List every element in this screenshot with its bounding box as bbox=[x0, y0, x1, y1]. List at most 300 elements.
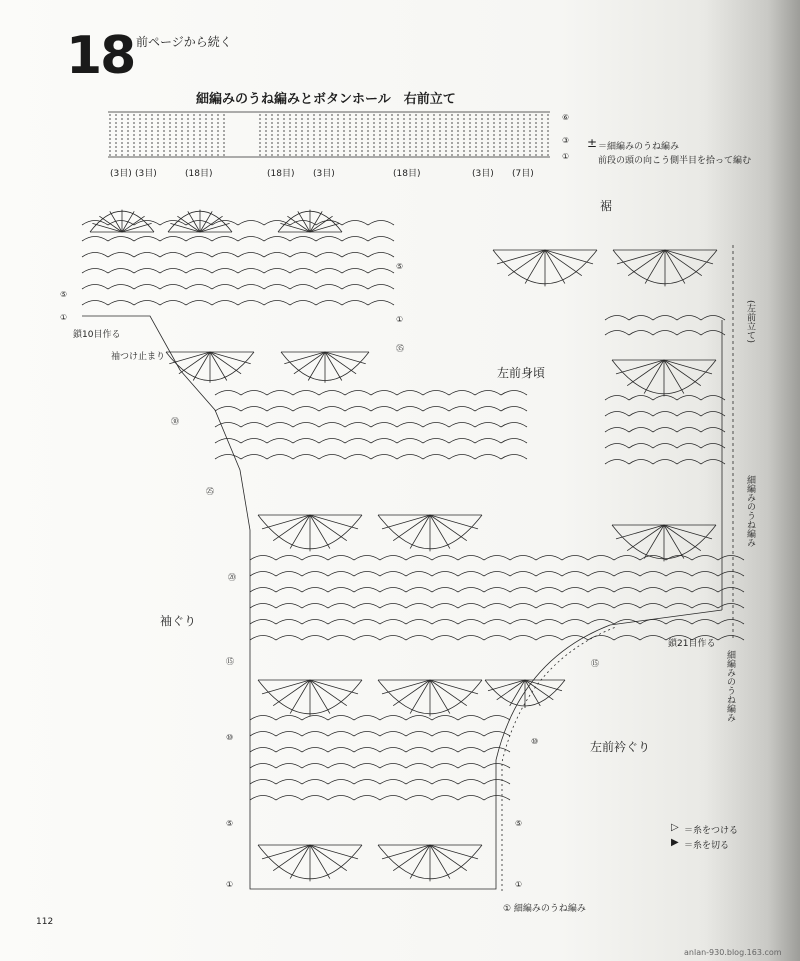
net-arch bbox=[354, 780, 380, 785]
strip-row-marker: ① bbox=[562, 152, 570, 161]
fan-motifs bbox=[82, 210, 744, 882]
net-arch bbox=[264, 253, 290, 258]
net-arch bbox=[371, 455, 397, 460]
net-arch bbox=[371, 391, 397, 396]
net-arch bbox=[316, 253, 342, 258]
net-arch bbox=[692, 572, 718, 577]
net-arch bbox=[406, 604, 432, 609]
net-arch bbox=[328, 636, 354, 641]
net-arch bbox=[653, 444, 677, 449]
net-arch bbox=[501, 391, 527, 396]
net-arch bbox=[267, 391, 293, 396]
net-arch bbox=[354, 620, 380, 625]
net-arch bbox=[354, 716, 380, 721]
strip-row-marker: ⑥ bbox=[562, 113, 570, 122]
net-arch bbox=[692, 556, 718, 561]
net-arch bbox=[406, 748, 432, 753]
net-arch bbox=[186, 237, 212, 242]
net-arch bbox=[371, 423, 397, 428]
net-arch bbox=[588, 636, 614, 641]
net-arch bbox=[345, 407, 371, 412]
net-arch bbox=[108, 285, 134, 290]
net-arch bbox=[354, 572, 380, 577]
net-arch bbox=[368, 301, 394, 306]
net-arch bbox=[302, 764, 328, 769]
net-arch bbox=[319, 391, 345, 396]
net-arch bbox=[186, 301, 212, 306]
net-arch bbox=[342, 301, 368, 306]
net-arch bbox=[238, 301, 264, 306]
row-number: ① bbox=[60, 313, 68, 322]
net-arch bbox=[501, 439, 527, 444]
net-arch bbox=[250, 780, 276, 785]
net-arch bbox=[319, 455, 345, 460]
net-arch bbox=[692, 604, 718, 609]
net-arch bbox=[701, 460, 725, 465]
net-arch bbox=[276, 748, 302, 753]
net-arch bbox=[160, 301, 186, 306]
net-arch bbox=[406, 588, 432, 593]
net-arch bbox=[238, 221, 264, 226]
strip-count: (3目) bbox=[472, 169, 494, 179]
net-arch bbox=[692, 588, 718, 593]
net-arch bbox=[186, 285, 212, 290]
net-arch bbox=[345, 391, 371, 396]
row-number: ⑤ bbox=[396, 262, 404, 271]
net-arch bbox=[186, 253, 212, 258]
net-arch bbox=[368, 285, 394, 290]
net-arch bbox=[432, 636, 458, 641]
net-arch bbox=[701, 412, 725, 417]
net-arch bbox=[484, 796, 510, 801]
net-arch bbox=[293, 407, 319, 412]
net-arch bbox=[501, 455, 527, 460]
net-arch bbox=[264, 237, 290, 242]
net-arch bbox=[536, 588, 562, 593]
net-arch bbox=[380, 620, 406, 625]
net-arch bbox=[328, 716, 354, 721]
net-arch bbox=[160, 285, 186, 290]
net-arch bbox=[134, 285, 160, 290]
net-arch bbox=[316, 301, 342, 306]
net-arch bbox=[536, 556, 562, 561]
row-number: ㉕ bbox=[206, 487, 214, 496]
net-arch bbox=[108, 269, 134, 274]
net-arch bbox=[562, 620, 588, 625]
net-arch bbox=[250, 572, 276, 577]
net-arch bbox=[640, 604, 666, 609]
net-arch bbox=[614, 588, 640, 593]
armhole-label: 袖ぐり bbox=[160, 614, 197, 628]
net-arch bbox=[302, 748, 328, 753]
net-arch bbox=[212, 253, 238, 258]
net-arch bbox=[475, 391, 501, 396]
net-arch bbox=[328, 604, 354, 609]
net-arch bbox=[449, 423, 475, 428]
net-arch bbox=[186, 221, 212, 226]
net-arch bbox=[432, 796, 458, 801]
net-arch bbox=[212, 301, 238, 306]
net-arch bbox=[701, 396, 725, 401]
net-arch bbox=[354, 764, 380, 769]
net-arch bbox=[484, 748, 510, 753]
net-arch bbox=[449, 407, 475, 412]
strip-count: (3目) bbox=[110, 169, 132, 179]
net-arch bbox=[290, 269, 316, 274]
net-arch bbox=[640, 556, 666, 561]
net-arch bbox=[215, 391, 241, 396]
net-arch bbox=[380, 764, 406, 769]
net-arch bbox=[319, 423, 345, 428]
net-arch bbox=[134, 253, 160, 258]
net-arch bbox=[368, 237, 394, 242]
net-arch bbox=[458, 764, 484, 769]
net-arch bbox=[302, 588, 328, 593]
net-arch bbox=[160, 269, 186, 274]
net-arch bbox=[342, 221, 368, 226]
net-arch bbox=[316, 269, 342, 274]
net-arch bbox=[458, 572, 484, 577]
net-arch bbox=[692, 620, 718, 625]
net-arch bbox=[212, 269, 238, 274]
net-arch bbox=[276, 556, 302, 561]
net-arch bbox=[536, 620, 562, 625]
continued-note: 前ページから続く bbox=[136, 35, 232, 49]
net-arch bbox=[302, 620, 328, 625]
net-arch bbox=[605, 460, 629, 465]
row-number: ① bbox=[396, 315, 404, 324]
net-arch bbox=[677, 444, 701, 449]
net-arch bbox=[380, 780, 406, 785]
net-arch bbox=[108, 221, 134, 226]
net-arch bbox=[640, 588, 666, 593]
net-arch bbox=[484, 604, 510, 609]
net-arch bbox=[302, 732, 328, 737]
attach-yarn-icon: ▷ bbox=[671, 822, 679, 833]
side-front-label: (左前立て) bbox=[745, 300, 755, 344]
row-number: ㉟ bbox=[396, 344, 404, 353]
net-arch bbox=[677, 428, 701, 433]
net-arch bbox=[458, 588, 484, 593]
net-arch bbox=[316, 285, 342, 290]
net-arch bbox=[653, 428, 677, 433]
net-arch bbox=[186, 269, 212, 274]
strip-count: (3目) bbox=[313, 169, 335, 179]
net-arch bbox=[423, 455, 449, 460]
net-arch bbox=[380, 588, 406, 593]
net-arch bbox=[215, 455, 241, 460]
strip-count: (3目) bbox=[135, 169, 157, 179]
net-arch bbox=[293, 455, 319, 460]
net-arch bbox=[250, 716, 276, 721]
page-number: 112 bbox=[36, 917, 54, 927]
net-arch bbox=[701, 444, 725, 449]
net-arch bbox=[276, 636, 302, 641]
net-arch bbox=[250, 604, 276, 609]
net-arch bbox=[432, 620, 458, 625]
net-arch bbox=[354, 588, 380, 593]
net-arch bbox=[293, 391, 319, 396]
row-number: ⑳ bbox=[228, 573, 236, 582]
band-vertical-label: 細編みのうね編み bbox=[725, 650, 735, 722]
net-arch bbox=[342, 253, 368, 258]
net-arch bbox=[653, 460, 677, 465]
net-arch bbox=[276, 620, 302, 625]
net-arch bbox=[629, 316, 653, 321]
net-arch bbox=[484, 572, 510, 577]
net-arch bbox=[510, 556, 536, 561]
net-arch bbox=[562, 588, 588, 593]
net-arch bbox=[484, 764, 510, 769]
row-number: ⑤ bbox=[226, 819, 234, 828]
net-arch bbox=[264, 269, 290, 274]
net-arch bbox=[328, 572, 354, 577]
net-arch bbox=[677, 412, 701, 417]
side-front-label2: 細編みのうね編み bbox=[745, 475, 755, 547]
net-arch bbox=[475, 439, 501, 444]
net-arch bbox=[588, 572, 614, 577]
net-arch bbox=[614, 556, 640, 561]
chart-outline bbox=[82, 245, 733, 891]
net-arch bbox=[354, 748, 380, 753]
net-arch bbox=[238, 237, 264, 242]
net-arch bbox=[449, 439, 475, 444]
sleeve-end-label: 袖つけ止まり bbox=[111, 352, 166, 362]
net-arch bbox=[458, 732, 484, 737]
net-arch bbox=[458, 780, 484, 785]
strip-count: (18目) bbox=[267, 169, 295, 179]
net-arch bbox=[614, 604, 640, 609]
net-arch bbox=[458, 748, 484, 753]
net-arch bbox=[510, 620, 536, 625]
legend-strip-line1: ＝細編みのうね編み bbox=[598, 142, 680, 152]
net-arch bbox=[562, 556, 588, 561]
net-arch bbox=[653, 412, 677, 417]
net-arch bbox=[484, 556, 510, 561]
net-arch bbox=[380, 732, 406, 737]
net-arch bbox=[475, 423, 501, 428]
net-arch bbox=[354, 796, 380, 801]
net-arch bbox=[345, 423, 371, 428]
net-arch bbox=[241, 439, 267, 444]
net-arch bbox=[328, 556, 354, 561]
net-arch bbox=[267, 439, 293, 444]
net-arch bbox=[241, 391, 267, 396]
net-arch bbox=[677, 396, 701, 401]
strip-title: 細編みのうね編みとボタンホール 右前立て bbox=[196, 92, 456, 107]
net-arch bbox=[449, 455, 475, 460]
net-arch bbox=[432, 556, 458, 561]
net-arch bbox=[354, 636, 380, 641]
net-arch bbox=[264, 285, 290, 290]
row-number: ㉚ bbox=[171, 417, 179, 426]
chain-start-label: 鎖10目作る bbox=[73, 330, 121, 340]
net-arch bbox=[677, 316, 701, 321]
net-arch bbox=[536, 604, 562, 609]
net-arch bbox=[82, 269, 108, 274]
net-arch bbox=[160, 237, 186, 242]
net-arch bbox=[718, 620, 744, 625]
net-arch bbox=[380, 556, 406, 561]
net-arch bbox=[397, 391, 423, 396]
hem-label: 裾 bbox=[600, 199, 613, 213]
net-arch bbox=[276, 732, 302, 737]
net-arch bbox=[629, 428, 653, 433]
net-arch bbox=[267, 423, 293, 428]
net-arch bbox=[380, 796, 406, 801]
net-arch bbox=[432, 780, 458, 785]
front-outline bbox=[82, 316, 722, 889]
net-arch bbox=[380, 636, 406, 641]
net-arch bbox=[484, 588, 510, 593]
net-arch bbox=[241, 455, 267, 460]
net-arch bbox=[276, 588, 302, 593]
net-arch bbox=[250, 636, 276, 641]
net-arch bbox=[718, 636, 744, 641]
net-arch bbox=[536, 636, 562, 641]
net-arch bbox=[134, 237, 160, 242]
net-arch bbox=[397, 439, 423, 444]
strip-count: (18目) bbox=[185, 169, 213, 179]
net-arch bbox=[290, 301, 316, 306]
net-arch bbox=[345, 455, 371, 460]
net-arch bbox=[432, 588, 458, 593]
strip-row-marker: ③ bbox=[562, 136, 570, 145]
net-arch bbox=[501, 423, 527, 428]
net-arch bbox=[484, 716, 510, 721]
net-arch bbox=[276, 716, 302, 721]
net-arch bbox=[108, 253, 134, 258]
net-arch bbox=[423, 391, 449, 396]
left-front-body-label: 左前身頃 bbox=[497, 366, 546, 380]
net-arch bbox=[406, 780, 432, 785]
net-arch bbox=[449, 391, 475, 396]
net-arch bbox=[588, 604, 614, 609]
net-arch bbox=[458, 556, 484, 561]
strip-count: (18目) bbox=[393, 169, 421, 179]
net-arch bbox=[215, 407, 241, 412]
net-arch bbox=[345, 439, 371, 444]
net-arch bbox=[302, 636, 328, 641]
net-arch bbox=[397, 455, 423, 460]
net-arch bbox=[264, 301, 290, 306]
net-arch bbox=[160, 253, 186, 258]
net-arch bbox=[342, 285, 368, 290]
net-arch bbox=[397, 423, 423, 428]
net-arch bbox=[380, 604, 406, 609]
row-number: ⑤ bbox=[60, 290, 68, 299]
net-arch bbox=[316, 237, 342, 242]
net-arch bbox=[629, 444, 653, 449]
net-arch bbox=[302, 572, 328, 577]
net-arch bbox=[432, 604, 458, 609]
net-arch bbox=[484, 636, 510, 641]
legend-strip-line2: 前段の頭の向こう側半目を拾って編む bbox=[598, 156, 752, 166]
net-arch bbox=[432, 716, 458, 721]
net-arch bbox=[484, 620, 510, 625]
net-arch bbox=[267, 407, 293, 412]
net-arch bbox=[666, 572, 692, 577]
net-arch bbox=[458, 620, 484, 625]
net-arch bbox=[290, 237, 316, 242]
net-arch bbox=[302, 556, 328, 561]
pattern-number: 18 bbox=[66, 26, 135, 86]
net-arch bbox=[328, 780, 354, 785]
net-arch bbox=[605, 396, 629, 401]
net-arch bbox=[423, 439, 449, 444]
net-arch bbox=[677, 331, 701, 336]
net-arch bbox=[475, 407, 501, 412]
net-arch bbox=[510, 572, 536, 577]
net-arch bbox=[108, 301, 134, 306]
net-arch bbox=[342, 237, 368, 242]
net-arch bbox=[368, 269, 394, 274]
net-arch bbox=[82, 285, 108, 290]
net-arch bbox=[640, 636, 666, 641]
net-arch bbox=[342, 269, 368, 274]
net-arch bbox=[238, 285, 264, 290]
net-arch bbox=[484, 780, 510, 785]
net-arch bbox=[328, 796, 354, 801]
net-arch bbox=[276, 764, 302, 769]
net-arch bbox=[212, 237, 238, 242]
net-arch bbox=[432, 748, 458, 753]
net-arch bbox=[276, 604, 302, 609]
net-arch bbox=[354, 732, 380, 737]
net-arch bbox=[241, 423, 267, 428]
net-arch bbox=[432, 572, 458, 577]
chain21-label: 鎖21目作る bbox=[668, 639, 716, 649]
net-arch bbox=[653, 316, 677, 321]
net-arch bbox=[666, 604, 692, 609]
net-arch bbox=[562, 604, 588, 609]
net-arch bbox=[653, 396, 677, 401]
net-arch bbox=[423, 423, 449, 428]
net-arch bbox=[215, 423, 241, 428]
net-arch bbox=[701, 428, 725, 433]
net-arch bbox=[371, 439, 397, 444]
net-arch bbox=[562, 572, 588, 577]
net-arch bbox=[250, 748, 276, 753]
net-arch bbox=[406, 732, 432, 737]
net-arch bbox=[588, 556, 614, 561]
net-arch bbox=[380, 748, 406, 753]
net-arch bbox=[250, 732, 276, 737]
row-number: ⑩ bbox=[531, 737, 539, 746]
net-arch bbox=[510, 636, 536, 641]
net-arch bbox=[406, 636, 432, 641]
net-arch bbox=[653, 331, 677, 336]
net-arch bbox=[666, 620, 692, 625]
sc-symbol-icon: ± bbox=[587, 136, 598, 150]
net-arch bbox=[238, 269, 264, 274]
net-arch bbox=[319, 407, 345, 412]
net-arch bbox=[423, 407, 449, 412]
net-arch bbox=[250, 764, 276, 769]
net-arch bbox=[368, 253, 394, 258]
net-arch bbox=[666, 588, 692, 593]
net-arch bbox=[536, 572, 562, 577]
net-arch bbox=[588, 620, 614, 625]
net-arch bbox=[319, 439, 345, 444]
net-arch bbox=[458, 636, 484, 641]
net-arch bbox=[406, 796, 432, 801]
net-arch bbox=[316, 221, 342, 226]
net-arch bbox=[605, 412, 629, 417]
net-arch bbox=[328, 620, 354, 625]
cut-yarn-label: ＝糸を切る bbox=[684, 841, 730, 851]
net-arch bbox=[406, 556, 432, 561]
